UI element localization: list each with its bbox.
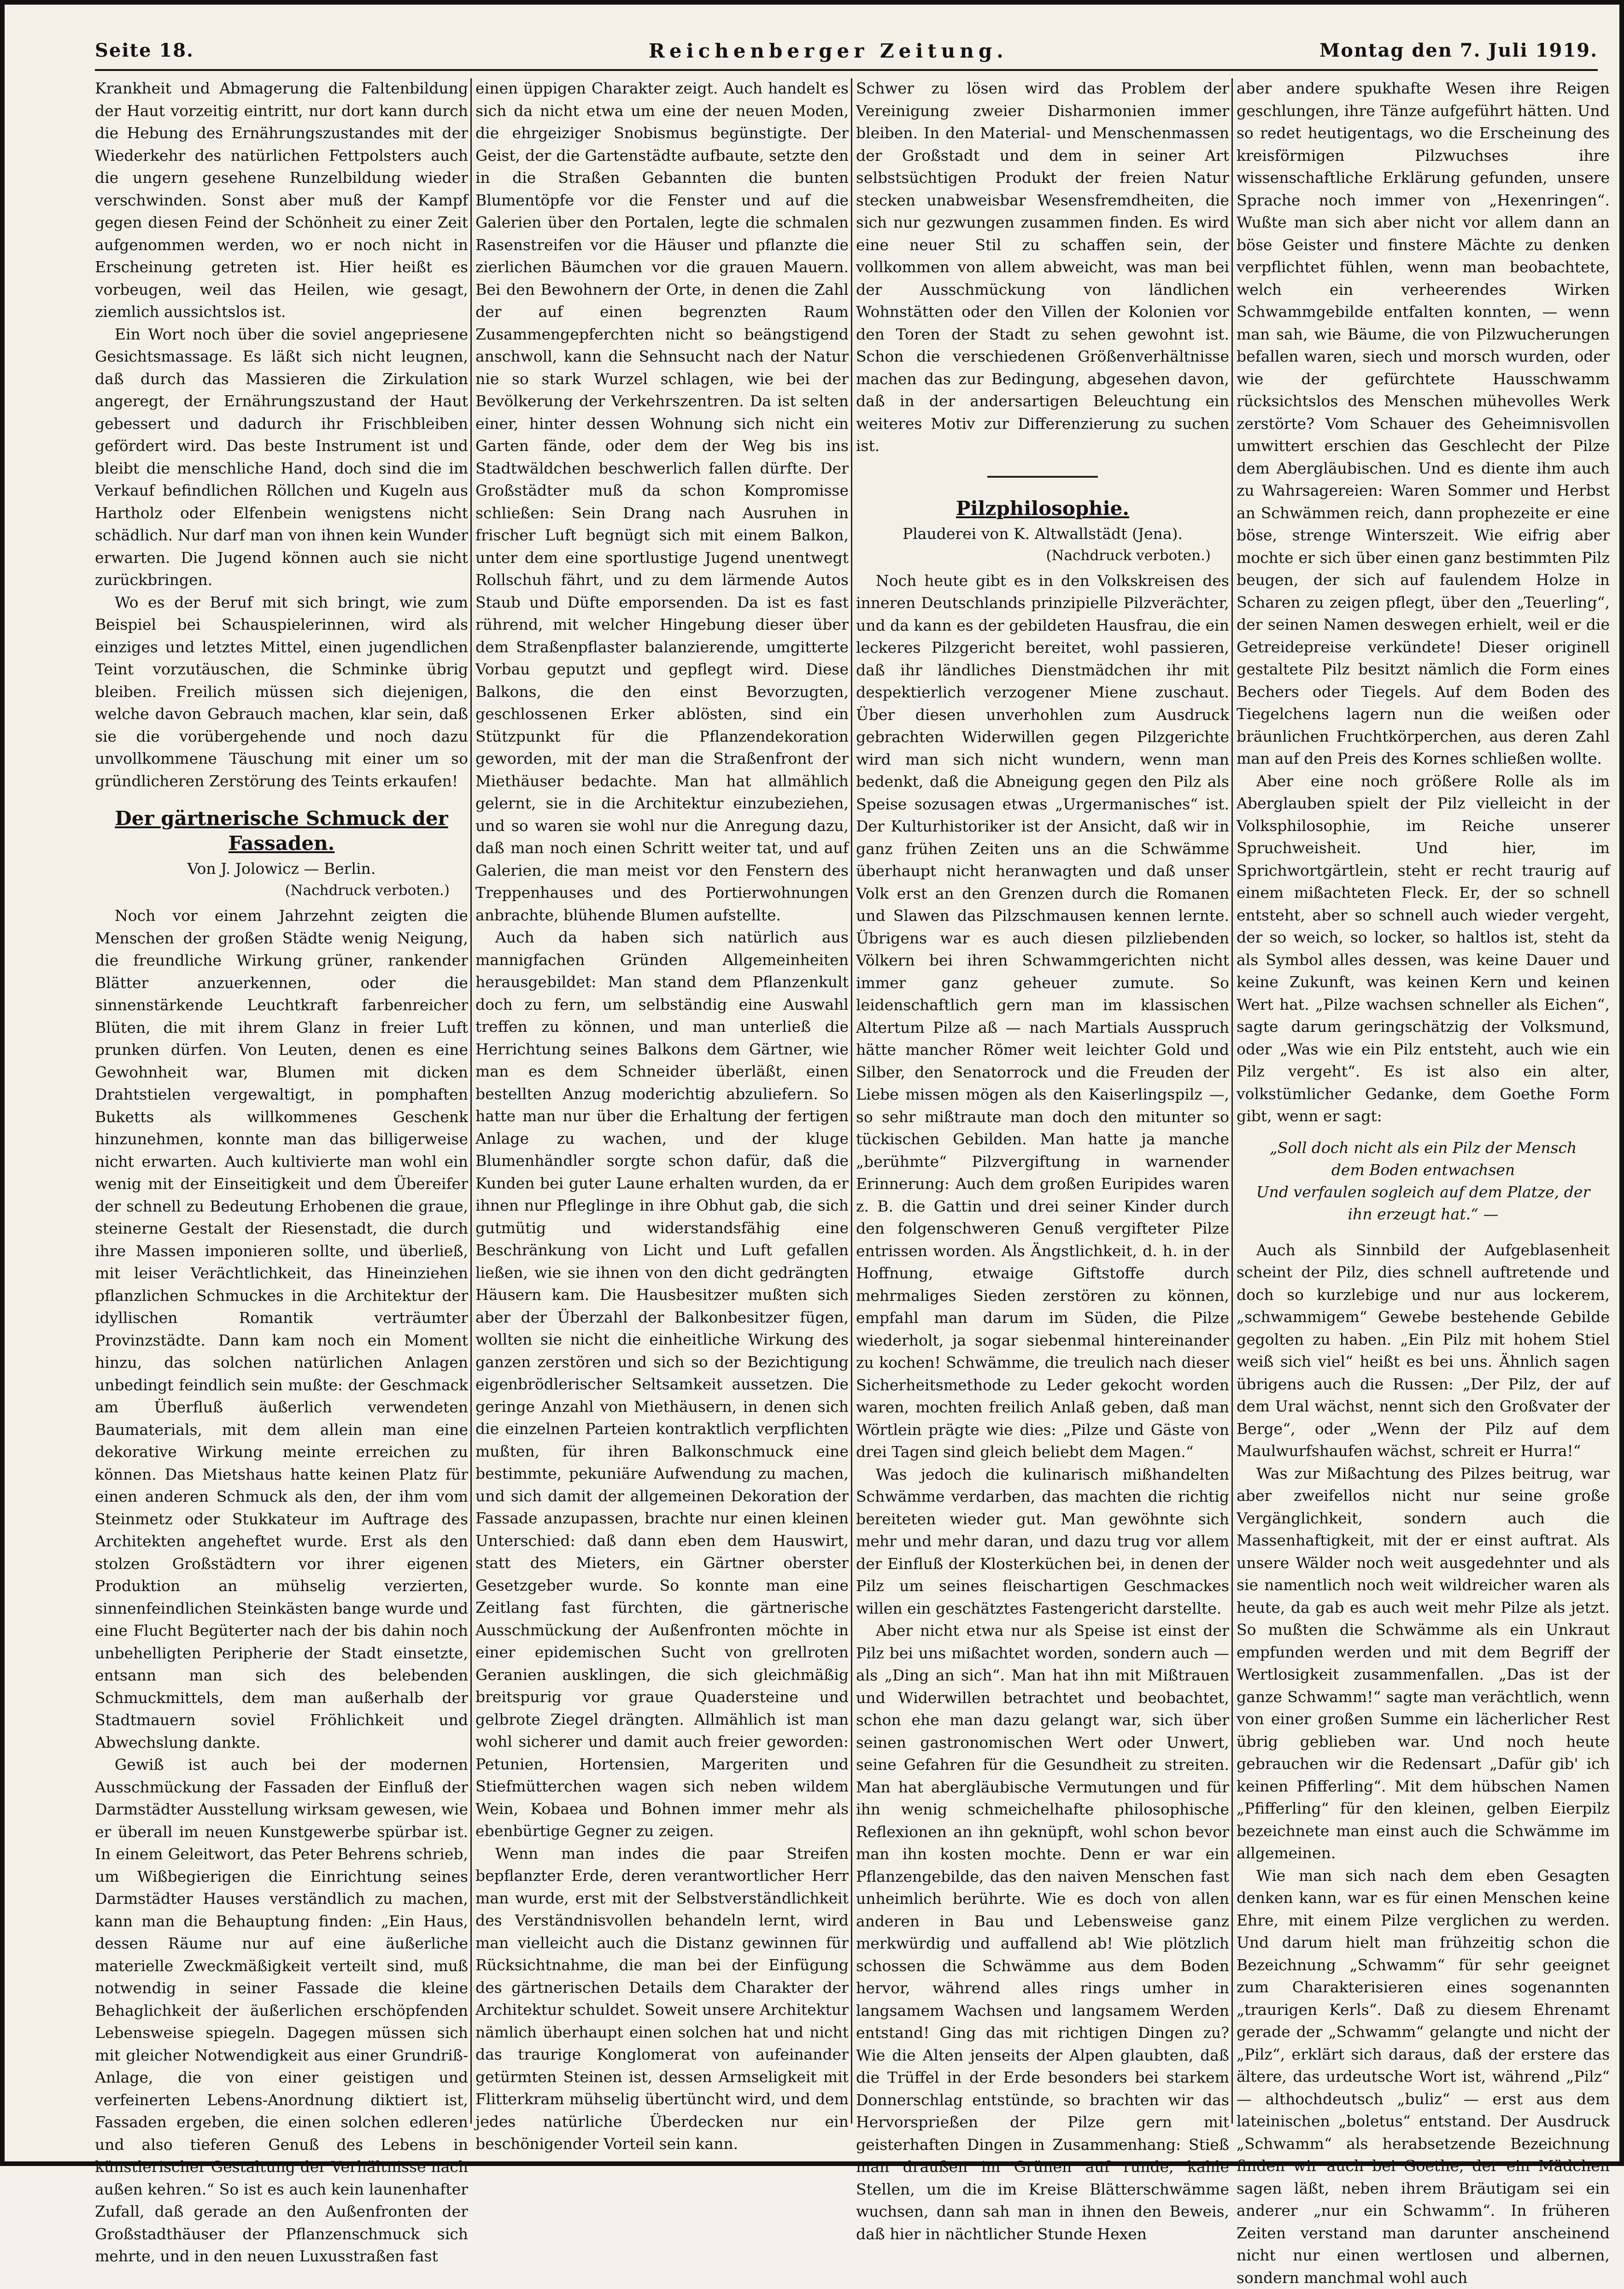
column-1: [95, 77, 468, 2126]
article-paragraph: Auch da haben sich natürlich aus mannigfachen Gründen Allgemeinheiten herausgebildet: Man stand dem Pflanzenkult doch zu fern, um selbständig eine Auswahl treffen zu können, und man unterließ die Herrichtung seines Balkons dem Gärtner, wie man es dem Schneider überläßt, einen bestellten Anzug moderichtig abzuliefern. So hatte man nur über die Erhaltung der fertigen Anlage zu wachen, und der kluge Blumenhändler sorgte schon dafür, daß die Kunden bei guter Laune erhalten wurden, da er ihnen nur Pfleglinge in ihre Obhut gab, die sich gutmütig und widerstandsfähig eine Beschränkung von Licht und Luft gefallen ließen, wie sie ihnen von den dicht gedrängten Häusern kam. Die Hausbesitzer mußten sich aber der Überzahl der Balkonbesitzer fügen, wollten sie nicht die einheitliche Wirkung des ganzen zerstören und sich so der Bezichtigung eigenbrödlerischer Seltsamkeit aussetzen. Die geringe Anzahl von Miethäusern, in denen sich die einzelnen Parteien kontraktlich verpflichten mußten, für ihren Balkonschmuck eine bestimmte, pekuniäre Aufwendung zu machen, und sich damit der allgemeinen Dekoration der Fassade anzupassen, brachte nur einen kleinen Unterschied: daß dann eben dem Hauswirt, statt des Mieters, ein Gärtner oberster Gesetzgeber wurde. So konnte man eine Zeitlang fast fürchten, die gärtnerische Ausschmückung der Außenfronten möchte in einer epidemischen Sucht von grellroten Geranien ausklingen, die sich gleichmäßig breitspurig vor graue Quadersteine und gelbrote Ziegel drängten. Allmählich ist man wohl sicherer und damit auch freier geworden: Petunien, Hortensien, Margeriten und Stiefmütterchen wagen sich neben wildem Wein, Kobaea und Bohnen immer mehr als ebenbürtige Gegner zu zeigen.: [475, 926, 849, 1843]
masthead: [18, 31, 1612, 73]
column-3: [856, 77, 1229, 2126]
article-paragraph: Noch heute gibt es in den Volkskreisen des inneren Deutschlands prinzipielle Pilzverächter, und da kann es der gebildeten Hausfrau, die ein leckeres Pilzgericht bereitet, wohl passieren, daß ihr ländliches Dienstmädchen ihr mit despektierlich verzogener Miene zuschaut. Über diesen unverhohlen zum Ausdruck gebrachten Widerwillen gegen Pilzgerichte wird man sich nicht wundern, wenn man bedenkt, daß die Abneigung gegen den Pilz als Speise sozusagen etwas „Urgermanisches“ ist. Der Kulturhistoriker ist der Ansicht, daß wir in ganz frühen Zeiten uns an die Schwämme überhaupt nicht heranwagten und daß unser Volk erst an den Grenzen durch die Romanen und Slawen das Pilzschmausen kennen lernte. Übrigens war es auch diesen pilzliebenden Völkern bei ihren Schwammgerichten nicht immer ganz geheuer zumute. So leidenschaftlich gern man im klassischen Altertum Pilze aß — nach Martials Ausspruch hätte mancher Römer weit leichter Gold und Silber, den Senatorrock und die Freuden der Liebe missen mögen als den Kaiserlingspilz —, so sehr mißtraute man doch den mitunter so tückischen Gebilden. Man hatte ja manche „berühmte“ Pilzvergiftung in warnender Erinnerung: Auch dem großen Euripides waren z. B. die Gattin und drei seiner Kinder durch den folgenschweren Genuß vergifteter Pilze entrissen worden. Als Ängstlichkeit, d. h. in der Hoffnung, etwaige Giftstoffe durch mehrmaliges Sieden zerstören zu können, empfahl man darum im Süden, die Pilze wiederholt, ja sogar siebenmal hintereinander zu kochen! Schwämme, die treulich nach dieser Sicherheitsmethode zu Leder gekocht worden waren, mochten freilich Anlaß geben, daß man Wörtlein prägte wie dies: „Pilze und Gäste von drei Tagen sind gleich beliebt dem Magen.“: [856, 570, 1229, 1464]
article-paragraph: Wie man sich nach dem eben Gesagten denken kann, war es für einen Menschen keine Ehre, mit einem Pilze verglichen zu werden. Und darum hielt man frühzeitig schon die Bezeichnung „Schwamm“ für sehr geeignet zum Charakterisieren eines sogenannten „traurigen Kerls“. Daß zu diesem Ehrenamt gerade der „Schwamm“ gelangte und nicht der „Pilz“, erklärt sich daraus, daß der erstere das ältere, das urdeutsche Wort ist, während „Pilz“ — althochdeutsch „buliz“ — erst aus dem lateinischen „boletus“ entstand. Der Ausdruck „Schwamm“ als herabsetzende Bezeichnung finden wir auch bei Goethe, der ein Mädchen sagen läßt, neben ihrem Bräutigam sei ein anderer „nur ein Schwamm“. In früheren Zeiten verstand man darunter anscheinend nicht nur einen wertlosen und albernen, sondern manchmal wohl auch: [1237, 1865, 1610, 2289]
reprint-note: (Nachdruck verboten.): [95, 880, 468, 901]
article-paragraph: Aber nicht etwa nur als Speise ist einst der Pilz bei uns mißachtet worden, sondern auch — als „Ding an sich“. Man hat ihn mit Mißtrauen und Widerwillen betrachtet und beobachtet, schon ehe man dazu gelangt war, sich über seinen gastronomischen Wert oder Unwert, seine Gefahren für die Gesundheit zu streiten. Man hat abergläubische Vermutungen und für ihn wenig schmeichelhafte philosophische Reflexionen an ihn geknüpft, wohl schon bevor man ihn kosten mochte. Denn er war ein Pflanzengebilde, das den naiven Menschen fast unheimlich berührte. Wie es doch von allen anderen in Bau und Lebensweise ganz merkwürdig und auffallend ab! Wie plötzlich schossen die Schwämme aus dem Boden hervor, während alles rings umher in langsamem Wachsen und langsamem Werden entstand! Ging das mit richtigen Dingen zu? Wie die Alten jenseits der Alpen glaubten, daß die Trüffel in der Erde besonders bei starkem Donnerschlag entstünde, so brachten wir das Hervorsprießen der Pilze gern mit geisterhaften Dingen in Zusammenhang: Stieß man draußen im Grünen auf runde, kahle Stellen, um die im Kreise Blätterschwämme wuchsen, dann sah man in ihnen den Beweis, daß hier in nächtlicher Stunde Hexen: [856, 1620, 1229, 2245]
article-paragraph: Gewiß ist auch bei der modernen Ausschmückung der Fassaden der Einfluß der Darmstädter Ausstellung wirksam gewesen, wie er überall im neuen Kunstgewerbe spürbar ist. In einem Geleitwort, das Peter Behrens schrieb, um Wißbegierigen die Einrichtung seines Darmstädter Hauses verständlich zu machen, kann man die Behauptung finden: „Ein Haus, dessen Räume nur auf eine äußerliche materielle Zweckmäßigkeit verteilt sind, muß notwendig in seiner Fassade die kleine Behaglichkeit der äußerlichen erschöpfenden Lebensweise spiegeln. Dagegen müssen sich mit gleicher Notwendigkeit aus einer Grundriß-Anlage, die von einer geistigen und verfeinerten Lebens-Anordnung diktiert ist, Fassaden ergeben, die einen solchen edleren und also tieferen Genuß des Lebens in künstlerischer Gestaltung der Verhältnisse nach außen kehren.“ So ist es auch kein launenhafter Zufall, daß gerade an den Außenfronten der Großstadthäuser der Pflanzenschmuck sich mehrte, und in den neuen Luxusstraßen fast: [95, 1754, 468, 2268]
quote-line: dem Boden entwachsen: [1237, 1159, 1610, 1181]
masthead-rule: [95, 69, 1598, 71]
column-rule: [1231, 78, 1233, 2124]
column-2: [475, 77, 849, 2126]
article-paragraph: Auch als Sinnbild der Aufgeblasenheit scheint der Pilz, dies schnell auftretende und doch so kurzlebige und nur aus lockerem, „schwammigem“ Gewebe bestehende Gebilde gegolten zu haben. „Ein Pilz mit hohem Stiel weiß sich viel“ heißt es bei uns. Ähnlich sagen übrigens auch die Russen: „Der Pilz, der auf dem Ural wächst, nennt sich den Großvater der Berge“, oder „Wenn der Pilz auf dem Maulwurfshaufen wächst, schreit er Hurra!“: [1237, 1239, 1610, 1463]
quote-line: Und verfaulen sogleich auf dem Platze, der: [1237, 1181, 1610, 1203]
column-4: [1237, 77, 1610, 2126]
reprint-note: (Nachdruck verboten.): [856, 545, 1229, 566]
quote-line: ihn erzeugt hat.“ —: [1237, 1203, 1610, 1225]
article-paragraph: Wenn man indes die paar Streifen bepflanzter Erde, deren verantwortlicher Herr man wurde, erst mit der Selbstverständlichkeit des Verständnisvollen behandeln lernt, wird man vielleicht auch die Distanz gewinnen für Rücksichtnahme, die man bei der Einfügung des gärtnerischen Details dem Charakter der Architektur schuldet. Soweit unsere Architektur nämlich überhaupt einen solchen hat und nicht das traurige Konglomerat von aufeinander getürmten Steinen ist, dessen Armseligkeit mit Flitterkram mühselig übertüncht wird, und dem jedes natürliche Überdecken nur ein beschönigender Vorteil sein kann.: [475, 1843, 849, 2155]
article-paragraph: Schwer zu lösen wird das Problem der Vereinigung zweier Disharmonien immer bleiben. In den Material- und Menschenmassen der Großstadt und dem in seiner Art selbstsüchtigen Produkt der freien Natur stecken unabweisbar Wesensfremdheiten, die sich nur gezwungen zusammen finden. Es wird eine neuer Stil zu schaffen sein, der vollkommen von allem abweicht, was man bei der Ausschmückung von ländlichen Wohnstätten oder den Villen der Kolonien vor den Toren der Stadt zu sehen gewohnt ist. Schon die verschiedenen Größenverhältnisse machen das zur Bedingung, abgesehen davon, daß in der andersartigen Beleuchtung ein weiteres Motiv zur Differenzierung zu suchen ist.: [856, 77, 1229, 457]
quote-line: „Soll doch nicht als ein Pilz der Mensch: [1237, 1137, 1610, 1159]
article-paragraph: einen üppigen Charakter zeigt. Auch handelt es sich da nicht etwa um eine der neuen Moden, die ehrgeiziger Snobismus begünstigte. Der Geist, der die Gartenstädte aufbaute, setzte den in die Straßen Gebannten die bunten Blumentöpfe vor die Fenster und auf die Galerien über den Portalen, legte die schmalen Rasenstreifen vor die Häuser und pflanzte die zierlichen Bäumchen vor die grauen Mauern. Bei den Bewohnern der Orte, in denen die Zahl der auf einen begrenzten Raum Zusammengepferchten nicht so beängstigend anschwoll, kann die Sehnsucht nach der Natur nie so stark Wurzel schlagen, wie bei der Bevölkerung der Verkehrszentren. Da ist selten einer, hinter dessen Wohnung sich nicht ein Garten fände, oder dem der Weg bis ins Stadtwäldchen beschwerlich fallen dürfte. Der Großstädter muß da schon Kompromisse schließen: Sein Drang nach Ausruhen in frischer Luft begnügt sich mit einem Balkon, unter dem eine sportlustige Jugend unentwegt Rollschuh fährt, und zu dem lärmende Autos Staub und Düfte emporsenden. Da ist es fast rührend, mit welcher Hingebung dieser über dem Straßenpflaster balanzierende, umgitterte Vorbau geputzt und gepflegt wird. Diese Balkons, die den einst Bevorzugten, geschlossenen Erker ablösten, sind ein Stützpunkt für die Pflanzendekoration geworden, mit der man die Straßenfront der Miethäuser bedachte. Man hat allmählich gelernt, sie in die Architektur einzubeziehen, und so waren sie wohl nur die Anregung dazu, daß man noch einen Schritt weiter tat, und auf Galerien, die man meist vor den Fenstern des Treppenhauses und des Portierwohnungen anbrachte, blühende Blumen aufstellte.: [475, 77, 849, 926]
column-rule: [851, 78, 852, 2124]
article-paragraph: Was zur Mißachtung des Pilzes beitrug, war aber zweifellos nicht nur seine große Vergänglichkeit, sondern auch die Massenhaftigkeit, mit der er einst auftrat. Als unsere Wälder noch weit ausgedehnter und als sie namentlich noch weit wildreicher waren als heute, da gab es auch weit mehr Pilze als jetzt. So mußten die Schwämme als ein Unkraut empfunden werden und mit dem Begriff der Wertlosigkeit zusammenfallen. „Das ist der ganze Schwamm!“ sagte man verächtlich, wenn von einer großen Summe ein lächerlicher Rest übrig geblieben war. Und noch heute gebrauchen wir die Redensart „Dafür gib' ich keinen Pfifferling“. Mit dem hübschen Namen „Pfifferling“ für den kleinen, gelben Eierpilz bezeichnete man einst auch die Schwämme im allgemeinen.: [1237, 1463, 1610, 1865]
article-paragraph: Wo es der Beruf mit sich bringt, wie zum Beispiel bei Schauspielerinnen, wird als einziges und letztes Mittel, einen jugendlichen Teint vorzutäuschen, die Schminke übrig bleiben. Freilich müssen sich diejenigen, welche davon Gebrauch machen, klar sein, daß sie die vorübergehende und noch dazu unvollkommene Täuschung mit einer um so gründlicheren Zerstörung des Teints erkaufen!: [95, 591, 468, 793]
article-paragraph: Krankheit und Abmagerung die Faltenbildung der Haut vorzeitig eintritt, nur dort kann durch die Hebung des Ernährungszustandes mit der Wiederkehr des natürlichen Fettpolsters auch die ungern gesehene Runzelbildung wieder verschwinden. Sonst aber muß der Kampf gegen diesen Feind der Schönheit zu einer Zeit aufgenommen werden, wo er noch nicht in Erscheinung getreten ist. Hier heißt es vorbeugen, weil das Heilen, wie gesagt, ziemlich aussichtslos ist.: [95, 77, 468, 323]
column-rule: [470, 78, 472, 2124]
newspaper-title: Reichenberger Zeitung.: [649, 40, 980, 62]
article-paragraph: Noch vor einem Jahrzehnt zeigten die Menschen der großen Städte wenig Neigung, die freundliche Wirkung grüner, rankender Blätter anzuerkennen, oder die sinnenstärkende Leuchtkraft farbenreicher Blüten, die mit ihrem Glanz in freier Luft prunken dürfen. Von Leuten, denen es eine Gewohnheit war, Blumen mit dicken Drahtstielen vergewaltigt, in pomphaften Buketts als willkommenes Geschenk hinzunehmen, konnte man das billigerweise nicht erwarten. Auch kultivierte man wohl ein wenig mit der Einseitigkeit und dem Übereifer der schnell zu Bedeutung Erhobenen die graue, steinerne Gestalt der Riesenstadt, die durch ihre Massen imponieren sollte, und überließ, mit leiser Verächtlichkeit, das Hineinziehen pflanzlichen Schmuckes in die Architektur der idyllischen Romantik verträumter Provinzstädte. Dann kam noch ein Moment hinzu, das solchen natürlichen Anlagen unbedingt feindlich sein mußte: der Geschmack am Überfluß äußerlich verwendeten Baumaterials, mit dem allein man eine dekorative Wirkung meinte erreichen zu können. Das Mietshaus hatte keinen Platz für einen anderen Schmuck als den, der ihm vom Steinmetz oder Stukkateur im Auftrage des Architekten angeheftet wurde. Erst als den stolzen Großstädtern vor ihrer eigenen Produktion an mühselig verzierten, sinnenfeindlichen Steinkästen bange wurde und eine Flucht Begüterter nach der bis dahin noch unbehelligten Peripherie der Stadt einsetzte, entsann man sich des belebenden Schmuckmittels, dem man außerhalb der Stadtmauern soviel Fröhlichkeit und Abwechslung dankte.: [95, 905, 468, 1754]
article-byline: Plauderei von K. Altwallstädt (Jena).: [856, 523, 1229, 545]
goethe-quote: [1237, 1137, 1610, 1225]
article-paragraph: Ein Wort noch über die soviel angepriesene Gesichtsmassage. Es läßt sich nicht leugnen, daß durch das Massieren die Zirkulation angeregt, der Ernährungszustand der Haut gebessert und dadurch ihr Frischbleiben gefördert wird. Das beste Instrument ist und bleibt die menschliche Hand, doch sind die im Verkauf befindlichen Röllchen und Kugeln aus Hartholz oder Elfenbein wenigstens nicht schädlich. Nur darf man von ihnen kein Wunder erwarten. Die Jugend können auch sie nicht zurückbringen.: [95, 323, 468, 591]
article-separator: [987, 476, 1098, 478]
article-paragraph: aber andere spukhafte Wesen ihre Reigen geschlungen, ihre Tänze aufgeführt hätten. Und so redet heutigentags, wo die Erscheinung des kreisförmigen Pilzwuchses ihre wissenschaftliche Erklärung gefunden, unsere Sprache noch immer von „Hexenringen“. Wußte man sich aber nicht vor allem dann an böse Geister und finstere Mächte zu denken verpflichtet fühlen, wenn man beobachtete, welch ein verheerendes Wirken Schwammgebilde entfalten konnten, — wenn man sah, wie Bäume, die von Pilzwucherungen befallen waren, siech und morsch wurden, oder wie der gefürchtete Hausschwamm rücksichtslos des Menschen mühevolles Werk zerstörte? Vom Schauer des Geheimnisvollen umwittert erschien das Geschlecht der Pilze dem Abergläubischen. Und es diente ihm auch zu Wahrsagereien: Waren Sommer und Herbst an Schwämmen reich, dann prophezeite er eine böse, strenge Winterszeit. Wie eifrig aber mochte er sich über einen ganz bestimmten Pilz beugen, der sich auf faulendem Holze in Scharen zu zeigen pflegt, über den „Teuerling“, der seinen Namen deswegen erhielt, weil er die Getreidepreise verkündete! Dieser originell gestaltete Pilz besitzt nämlich die Form eines Bechers oder Tiegels. Auf dem Boden des Tiegelchens lagern nun die weißen oder bräunlichen Fruchtkörperchen, aus deren Zahl man auf den Preis des Kornes schließen wollte.: [1237, 77, 1610, 770]
article-heading: Pilzphilosophie.: [856, 496, 1229, 521]
article-heading: Der gärtnerische Schmuck der Fassaden.: [95, 806, 468, 856]
article-paragraph: Was jedoch die kulinarisch mißhandelten Schwämme verdarben, das machten die richtig bereiteten wieder gut. Man gewöhnte sich mehr und mehr daran, und dazu trug vor allem der Einfluß der Klosterküchen bei, in denen der Pilz um seines fleischartigen Geschmackes willen ein geschätztes Fastengericht darstellte.: [856, 1464, 1229, 1620]
page-number: Seite 18.: [95, 40, 194, 61]
issue-date: Montag den 7. Juli 1919.: [1319, 40, 1598, 61]
article-byline: Von J. Jolowicz — Berlin.: [95, 858, 468, 880]
article-paragraph: Aber eine noch größere Rolle als im Aberglauben spielt der Pilz vielleicht in der Volksphilosophie, im Reiche unserer Spruchweisheit. Und hier, im Sprichwortgärtlein, steht er recht traurig auf einem mißachteten Fleck. Er, der so schnell entsteht, aber so schnell auch wieder vergeht, der so weich, so locker, so haltlos ist, steht da als Symbol alles dessen, was keine Dauer und keine Zukunft, was keinen Kern und keinen Wert hat. „Pilze wachsen schneller als Eichen“, sagte darum geringschätzig der Volksmund, oder „Was wie ein Pilz entsteht, auch wie ein Pilz vergeht“. Es ist also ein alter, volkstümlicher Gedanke, dem Goethe Form gibt, wenn er sagt:: [1237, 770, 1610, 1128]
